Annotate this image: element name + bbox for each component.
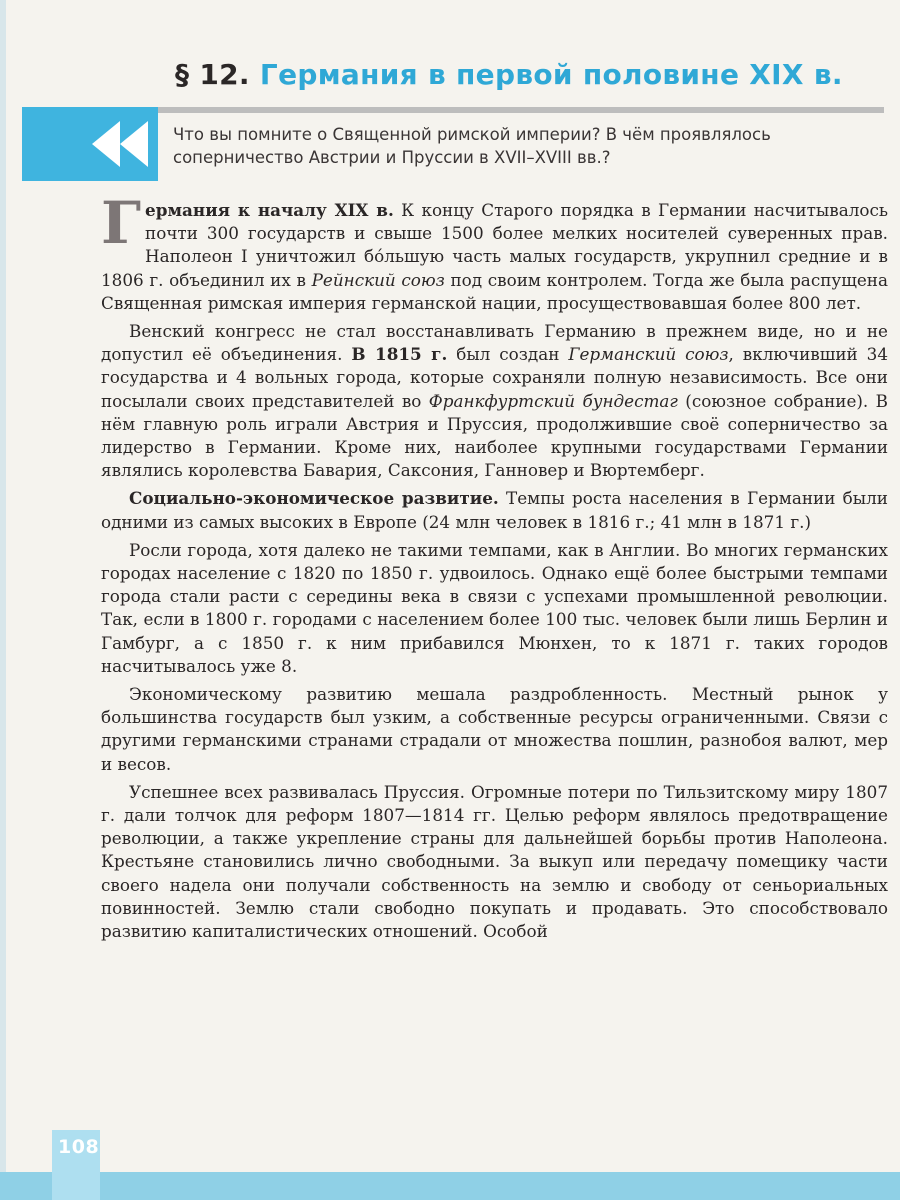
section-heading-germany: ермания к началу XIX в. <box>145 200 394 220</box>
section-heading-socioeconomic: Социально-экономическое развитие. <box>129 488 499 509</box>
main-text <box>101 189 888 948</box>
paragraph-cities: Росли города, хотя далеко не такими темпами, как в Англии. Во многих германских городах население с 1820 по 1850 г. удвоилось. Однако ещё более быстрыми темпами города стали расти с середины века в связи с успехами промышленной революции. Так, если в 1800 г. городами с населением более 100 тыс. человек были лишь Берлин и Гамбург, а с 1850 г. к ним прибавился Мюнхен, то к 1871 г. таких городов насчитывалось уже 8. <box>101 539 888 676</box>
term-frankfurt-bundestag: Франкфуртский бундестаг <box>428 390 678 411</box>
paragraph-text: (союзное собрание). В нём главную роль играли Австрия и Пруссия, продолжившие своё соперничество за лидерство в Германии. Кроме них, наиболее крупными государствами Германии являлись королевства Бавария, Саксония, Ганновер и Вюртемберг. <box>101 390 888 481</box>
date-1815: В 1815 г. <box>351 344 448 365</box>
chapter-number: § 12. <box>175 58 250 91</box>
paragraph-text: Темпы роста населения в Германии были одними из самых высоких в Европе (24 млн человек в 1816 г.; 41 млн в 1871 г.) <box>101 488 888 532</box>
paragraph-germany-19th-century <box>101 189 888 315</box>
left-margin-strip <box>0 0 6 1200</box>
chapter-title <box>175 57 843 93</box>
term-rhine-confederation: Рейнский союз <box>311 269 445 290</box>
recall-block <box>22 107 158 181</box>
double-chevron-left-icon <box>92 121 148 167</box>
paragraph-text: был создан <box>447 344 569 365</box>
paragraph-text: К концу Старого порядка в Германии насчитывалось почти 300 государств и свыше 1500 более мелких носителей суверенных прав. Наполеон I уничтожил бо́льшую часть малых государств, укрупнил средние и в 1806 г. объединил их в <box>101 200 888 290</box>
paragraph-text: Венский конгресс не стал восстанавливать Германию в прежнем виде, но и не допустил её объединения. <box>101 321 888 365</box>
chapter-name: Германия в первой половине XIX в. <box>259 58 843 91</box>
paragraph-text: под своим контролем. Тогда же была распущена Священная римская империя германской нации, просуществовавшая более 800 лет. <box>101 269 888 313</box>
intro-question: Что вы помните о Священной римской империи? В чём проявлялось соперничество Австрии и Пруссии в XVII–XVIII вв.? <box>173 125 771 167</box>
intro-question-box <box>22 107 884 181</box>
paragraph-fragmentation: Экономическому развитию мешала раздробленность. Местный рынок у большинства государств был узким, а собственные ресурсы ограниченными. Связи с другими германскими странами страдали от множества пошлин, разнобоя валют, мер и весов. <box>101 684 888 774</box>
paragraph-prussia: Успешнее всех развивалась Пруссия. Огромные потери по Тильзитскому миру 1807 г. дали толчок для реформ 1807—1814 гг. Целью реформ являлось предотвращение революции, а также укрепление страны для дальнейшей борьбы против Наполеона. Крестьяне становились лично свободными. За выкуп или передачу помещику части своего надела они получали собственность на землю и свободу от сеньориальных повинностей. Землю стали свободно покупать и продавать. Это способствовало развитию капиталистических отношений. Особой <box>101 781 888 942</box>
intro-top-rule <box>152 107 884 113</box>
drop-cap: Г <box>101 189 142 257</box>
bottom-band <box>0 1172 900 1200</box>
paragraph-text: , включивший 34 государства и 4 вольных города, которые сохраняли полную независимость. Все они посылали своих представителей во <box>101 344 888 411</box>
page-number: 108 <box>58 1136 100 1158</box>
term-german-confederation: Германский союз <box>568 344 729 365</box>
paragraph-socioeconomic <box>101 487 888 533</box>
paragraph-vienna-congress <box>101 320 888 482</box>
